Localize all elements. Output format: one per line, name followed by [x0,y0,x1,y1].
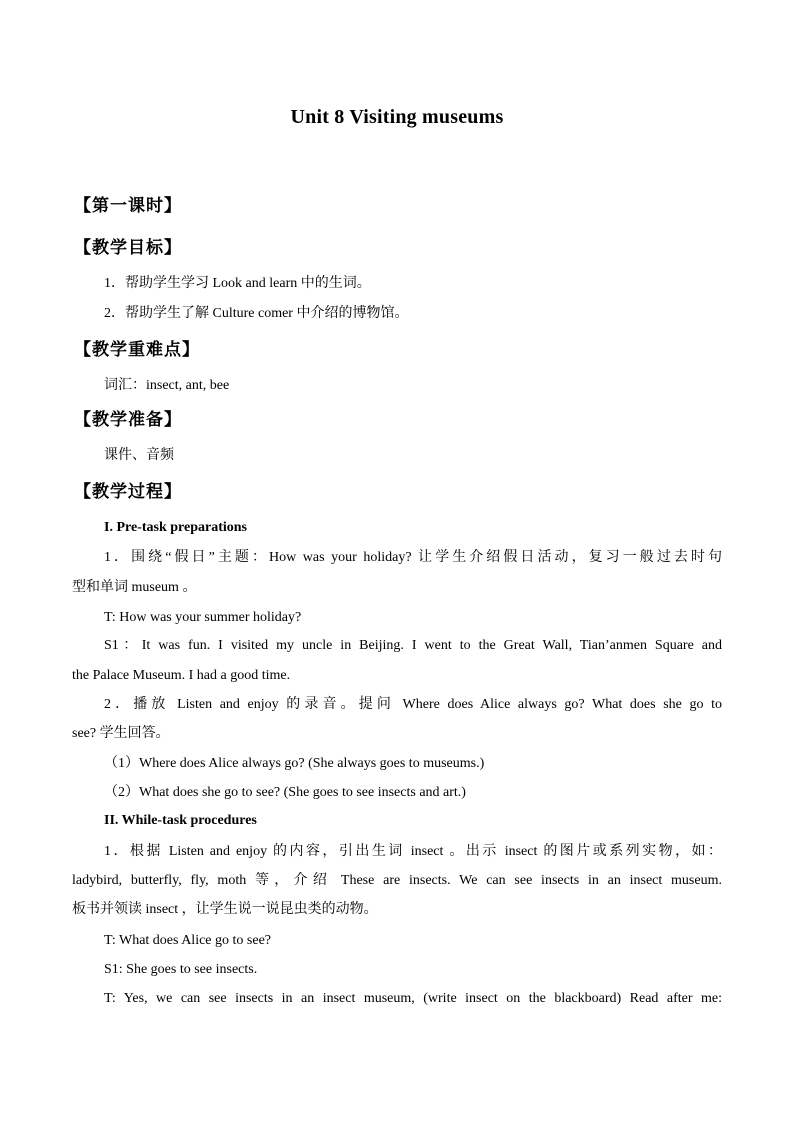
question-item: （2）What does she go to see? (She goes to see insects and art.) [104,785,466,800]
subsection-heading-while-task: II. While-task procedures [104,813,257,828]
paragraph-line: S1：It was fun. I visited my uncle in Beijing. I went to the Great Wall, Tian’anmen Square and [104,638,722,653]
paragraph-line: 1．围绕“假日”主题：How was your holiday? 让学生介绍假日活动，复习一般过去时句 [104,550,722,565]
section-heading-lesson: 【第一课时】 [74,196,182,215]
paragraph-line: T: How was your summer holiday? [104,610,302,625]
paragraph-line: 2．播放 Listen and enjoy 的录音。提问 Where does Alice always go? What does she go to [104,697,722,712]
paragraph-line: ladybird, butterfly, fly, moth 等，介绍 These are insects. We can see insects in an insect museum. [72,873,722,888]
paragraph-line: 型和单词 museum 。 [72,580,197,595]
paragraph-line: 1．根据 Listen and enjoy 的内容，引出生词 insect 。出示 insect 的图片或系列实物，如： [104,844,722,859]
section-heading-preparation: 【教学准备】 [74,410,182,429]
paragraph-line: T: Yes, we can see insects in an insect museum, (write insect on the blackboard) Read after me: [104,991,722,1006]
paragraph-line: T: What does Alice go to see? [104,933,271,948]
subsection-heading-pre-task: I. Pre-task preparations [104,520,247,535]
objective-item: 1．帮助学生学习 Look and learn 中的生词。 [104,276,371,291]
key-points-text: 词汇：insect, ant, bee [104,378,230,393]
section-heading-objectives: 【教学目标】 [74,238,182,257]
paragraph-line: S1: She goes to see insects. [104,962,258,977]
paragraph-line: see? 学生回答。 [72,726,170,741]
section-heading-process: 【教学过程】 [74,482,182,501]
question-item: （1）Where does Alice always go? (She always goes to museums.) [104,756,485,771]
page-title: Unit 8 Visiting museums [290,106,504,128]
objective-item: 2．帮助学生了解 Culture comer 中介绍的博物馆。 [104,306,409,321]
paragraph-line: the Palace Museum. I had a good time. [72,668,291,683]
section-heading-key-points: 【教学重难点】 [74,340,200,359]
preparation-text: 课件、音频 [104,448,174,463]
paragraph-line: 板书并领读 insect ，让学生说一说昆虫类的动物。 [72,902,378,917]
